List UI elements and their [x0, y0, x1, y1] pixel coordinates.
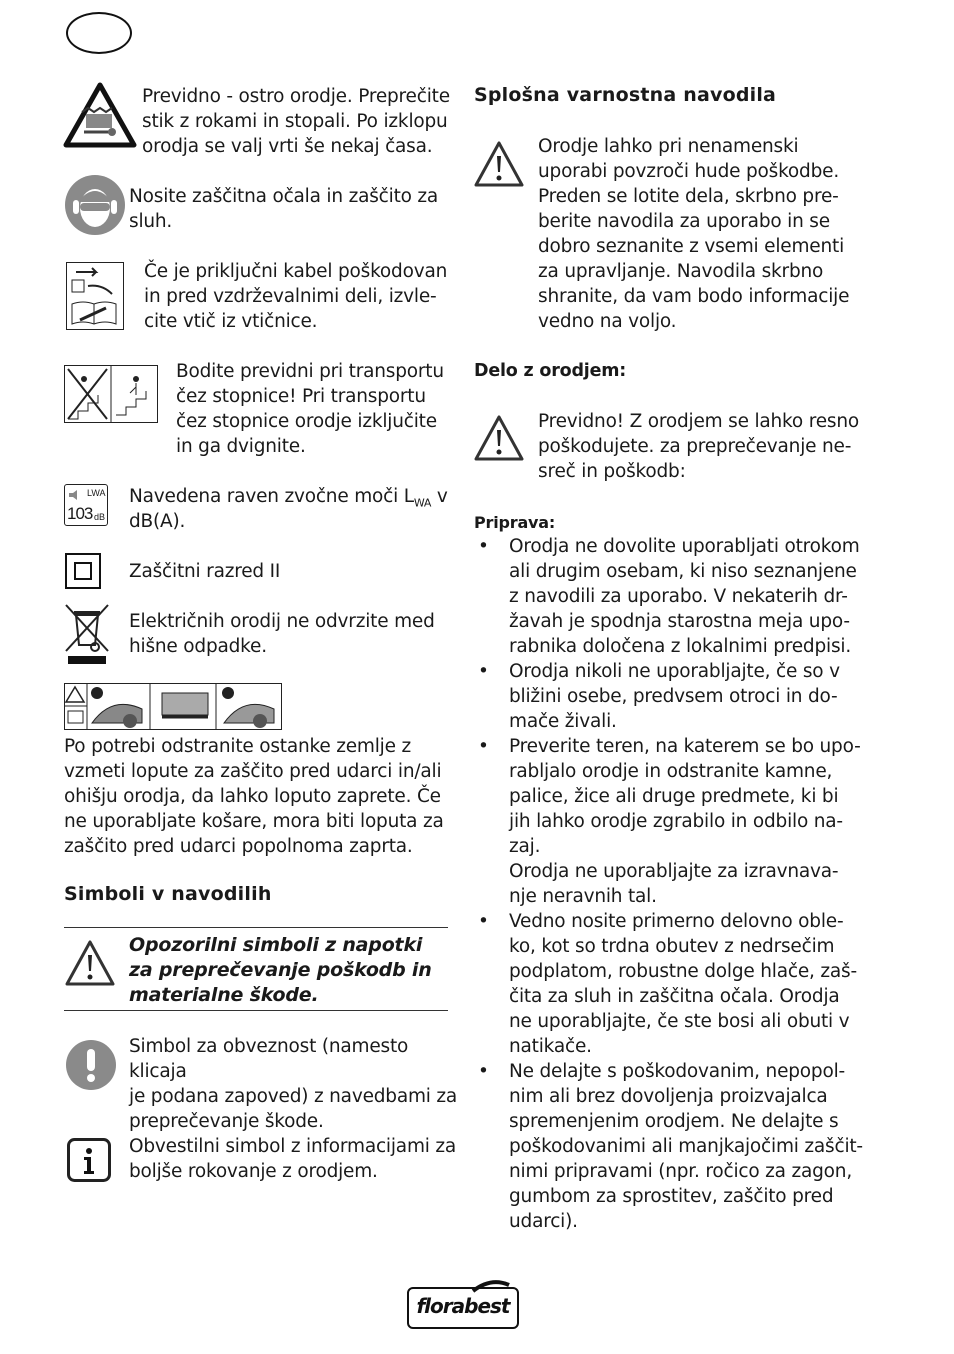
bullet-glyph: • [478, 736, 489, 757]
symbols-bottom-rule [64, 1010, 448, 1011]
noise-line2: dB(A). [129, 511, 186, 532]
symbols-heading: Simboli v navodilih [64, 883, 272, 905]
list-item-text: Ne delajte s poškodovanim, nepopol- nim ali brez dovoljenja proizvajalca spremenjenim orodjem. Ne delajte s poškodovanimi ali manjkajočimi zaščit- nimi pripravami (npr. ročico za zagon, gumbom za sprostitev, zaščito pred udarci). [509, 1061, 863, 1232]
eye-ear-protection-text: Nosite zaščitna očala in zaščito za sluh. [129, 186, 439, 232]
information-icon [67, 1138, 111, 1182]
bullet-glyph: • [478, 911, 489, 932]
noise-prefix: Navedena raven zvočne moči L [129, 486, 414, 507]
sharp-tool-warning-text: Previdno - ostro orodje. Preprečite stik z rokami in stopali. Po izklopu orodja se valj vrti še nekaj časa. [142, 86, 450, 157]
list-item [474, 909, 874, 1059]
work-warning-triangle-icon [473, 414, 525, 462]
list-item [474, 534, 874, 659]
sharp-blade-warning-icon [64, 82, 136, 148]
noise-level-icon [64, 484, 108, 526]
noise-suffix: v [431, 486, 448, 507]
brand-text: florabest [416, 1294, 510, 1318]
weee-crossed-bin-icon [64, 603, 110, 665]
general-safety-heading: Splošna varnostna navodila [474, 84, 777, 106]
unplug-manual-icon [66, 262, 124, 330]
bullet-glyph: • [478, 536, 489, 557]
damaged-cable-text: Če je priključni kabel poškodovan in pred vzdrževalnimi deli, izvle- cite vtič iz vtičnice. [144, 261, 448, 332]
preparation-list [474, 534, 874, 1234]
stairs-transport-icon [64, 365, 158, 423]
stairs-transport-text: Bodite previdni pri transportu čez stopnice! Pri transportu čez stopnice orodje izklјučite in ga dvignite. [176, 361, 444, 457]
work-warning-text: Previdno! Z orodjem se lahko resno poškodujete. za preprečevanje ne- sreč in poškodb: [538, 411, 859, 482]
bullet-glyph: • [478, 1061, 489, 1082]
list-item [474, 734, 874, 909]
noise-subscript: WA [413, 496, 432, 510]
eye-ear-protection-icon [64, 174, 126, 236]
info-symbol-text: Obvestilni simbol z informacijami za boljše rokovanje z orodjem. [129, 1136, 457, 1182]
protection-class-ii-icon [65, 553, 101, 589]
noise-icon-value: 103 [67, 504, 93, 523]
warning-symbols-text: Opozorilni simboli z napotki za preprečevanje poškodb in materialne škode. [129, 934, 432, 1006]
list-item-text: Orodja nikoli ne uporabljajte, če so v bližini osebe, predvsem otroci in do- mače živali. [509, 661, 840, 732]
noise-icon-unit: dB [94, 512, 106, 522]
florabest-logo [407, 1287, 519, 1329]
bullet-glyph: • [478, 661, 489, 682]
work-heading: Delo z orodjem: [474, 361, 627, 381]
general-warning-triangle-icon [473, 140, 525, 188]
list-item [474, 1059, 874, 1234]
noise-level-text [129, 484, 459, 534]
protection-class-text: Zaščitni razred II [129, 561, 281, 582]
symbols-top-rule [64, 927, 448, 928]
list-item [474, 659, 874, 734]
flap-safety-pictograms-icon [64, 683, 282, 731]
list-item-text: Preverite teren, na katerem se bo upo- rabljalo orodje in odstranite kamne, palice, žice ali druge predmete, ki bi jih lahko orodje zgrabilo in odbilo na- zaj. Orodja ne uporabljajte za izravnava- nje neravnih tal. [509, 736, 861, 907]
general-warning-text: Orodje lahko pri nenamenski uporabi povzroči hude poškodbe. Preden se lotite dela, skrbno pre- berite navodila za uporabo in se dobro seznanite z vsemi elementi za upravljanje. Navodila skrbno shranite, da vam bodo informacije vedno na voljo. [538, 136, 850, 332]
mandatory-symbol-text: Simbol za obveznost (namesto klicaja je podana zapoved) z navedbami za preprečevanje škode. [129, 1036, 458, 1132]
list-item-text: Orodja ne dovolite uporabljati otrokom ali drugim osebam, ki niso seznanjene z navodili za uporabo. V nekaterih dr- žavah je spodnja starostna meja upo- rabnika določena z lokalnimi predpisi. [509, 536, 860, 657]
mandatory-exclamation-icon [66, 1040, 116, 1090]
noise-icon-label: LWA [87, 488, 106, 498]
preparation-heading: Priprava: [474, 513, 556, 532]
list-item-text: Vedno nosite primerno delovno oble- ko, kot so trdna obutev z nedrsečim podplatom, robustne dolge hlače, zaš- čita za sluh in zaščitna očala. Orodja ne uporabljajte, če ste bosi ali obuti v natikače. [509, 911, 857, 1057]
warning-triangle-icon [64, 939, 116, 987]
weee-text: Električnih orodij ne odvrzite med hišne odpadke. [129, 611, 435, 657]
flap-paragraph: Po potrebi odstranite ostanke zemlje z vzmeti lopute za zaščito pred udarci in/ali ohišju orodja, da lahko loputo zaprete. Če ne uporabljate košare, mora biti loputa za zaščito pred udarci popolnoma zaprta. [64, 736, 444, 857]
language-badge [66, 12, 132, 54]
